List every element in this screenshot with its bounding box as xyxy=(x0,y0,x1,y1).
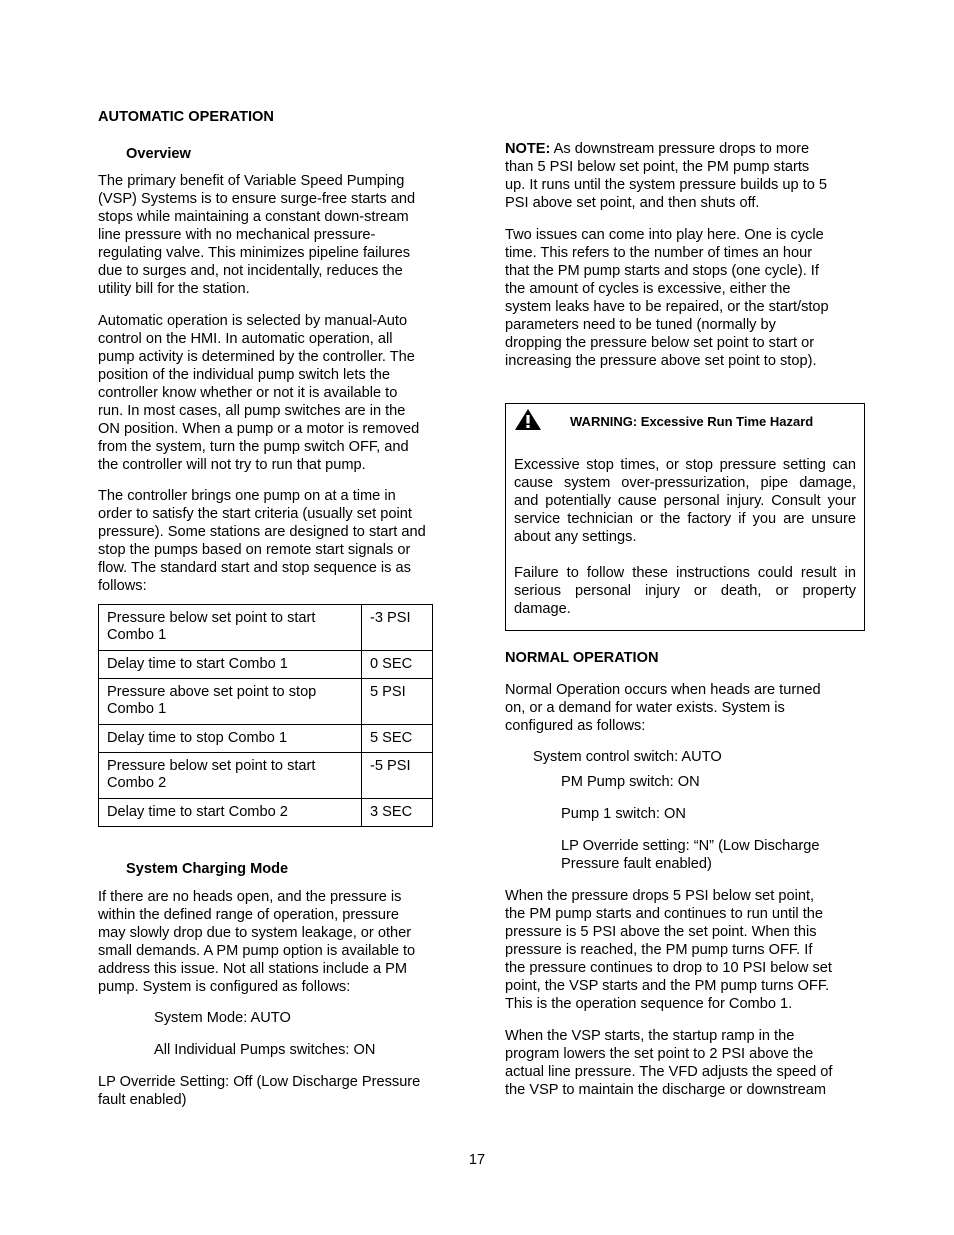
paragraph-pressure-drops: When the pressure drops 5 PSI below set point, the PM pump starts and continues to run until the pressure is 5 PSI above the set point. When this pressure is reached, the PM pump turns OFF. If the pressure continues to drop to 10 PSI below set point, the VSP starts and the PM pump turns OFF. This is the operation sequence for Combo 1. xyxy=(505,888,832,1012)
table-cell-value: 5 PSI xyxy=(362,679,433,725)
paragraph-charging-mode: If there are no heads open, and the pressure is within the defined range of operation, pressure may slowly drop due to system leakage, or other small demands. A PM pump option is available to address this issue. Not all stations include a PM pump. System is configured as follows: xyxy=(98,889,416,995)
table-row xyxy=(99,651,433,679)
config-lp-override-setting: LP Override setting: “N” (Low Discharge Pressure fault enabled) xyxy=(561,838,820,872)
paragraph-two-issues: Two issues can come into play here. One is cycle time. This refers to the number of times an hour that the PM pump starts and stops (one cycle). If the amount of cycles is excessive, either the system leaks have to be repaired, or the start/stop parameters need to be tuned (normally by dropping the pressure below set point to start or increasing the pressure above set point to stop). xyxy=(505,227,829,369)
warning-box xyxy=(505,403,865,631)
paragraph-note xyxy=(505,140,857,212)
paragraph-start-sequence: The controller brings one pump on at a time in order to satisfy the start criteria (usually set point pressure). Some stations are designed to start and stop the pumps based on remote start signals or flow. The standard start and stop sequence is as follows: xyxy=(98,488,426,594)
warning-paragraph-2: Failure to follow these instructions could result in serious personal injury or death, or property damage. xyxy=(514,565,856,617)
table-cell-value: 0 SEC xyxy=(362,651,433,679)
table-cell-label: Pressure below set point to start Combo 2 xyxy=(99,753,362,799)
table-row xyxy=(99,753,433,799)
start-stop-sequence-table xyxy=(98,604,433,827)
subheading-overview: Overview xyxy=(126,146,191,162)
warning-paragraph-1: Excessive stop times, or stop pressure setting can cause system over-pressurization, pipe damage, and potentially cause personal injury. Consult your service technician or the factory if you are unsure about any settings. xyxy=(514,457,856,545)
section-heading-normal-operation: NORMAL OPERATION xyxy=(505,650,659,666)
section-heading-automatic-operation: AUTOMATIC OPERATION xyxy=(98,109,274,125)
table-cell-value: -3 PSI xyxy=(362,605,433,651)
table-row xyxy=(99,679,433,725)
config-all-pumps: All Individual Pumps switches: ON xyxy=(154,1042,376,1058)
note-label: NOTE: xyxy=(505,141,551,157)
config-lp-override: LP Override Setting: Off (Low Discharge Pressure fault enabled) xyxy=(98,1074,421,1108)
config-system-control-switch: System control switch: AUTO xyxy=(533,749,722,765)
table-cell-value: 5 SEC xyxy=(362,725,433,753)
table-row xyxy=(99,799,433,827)
paragraph-automatic-selection: Automatic operation is selected by manual-Auto control on the HMI. In automatic operation, all pump activity is determined by the controller. The position of the individual pump switch lets the controller know whether or not it is available to run. In most cases, all pump switches are in the ON position. When a pump or a motor is removed from the system, turn the pump switch OFF, and the controller will not try to run that pump. xyxy=(98,313,420,473)
table-row xyxy=(99,605,433,651)
table-cell-label: Delay time to start Combo 2 xyxy=(99,799,362,827)
subheading-system-charging-mode: System Charging Mode xyxy=(126,861,289,877)
warning-triangle-icon xyxy=(514,407,542,431)
table-cell-label: Delay time to start Combo 1 xyxy=(99,651,362,679)
page-number: 17 xyxy=(468,1152,486,1168)
table-row xyxy=(99,725,433,753)
table-cell-label: Pressure below set point to start Combo 1 xyxy=(99,605,362,651)
table-cell-value: 3 SEC xyxy=(362,799,433,827)
config-pm-pump-switch: PM Pump switch: ON xyxy=(561,774,700,790)
config-pump1-switch: Pump 1 switch: ON xyxy=(561,806,686,822)
table-cell-value: -5 PSI xyxy=(362,753,433,799)
table-cell-label: Delay time to stop Combo 1 xyxy=(99,725,362,753)
paragraph-vsp-benefit: The primary benefit of Variable Speed Pumping (VSP) Systems is to ensure surge-free starts and stops while maintaining a constant down-stream line pressure with no mechanical pressure- regulating valve. This minimizes pipeline failures due to surges and, not incidentally, reduces the utility bill for the station. xyxy=(98,173,416,297)
table-cell-label: Pressure above set point to stop Combo 1 xyxy=(99,679,362,725)
config-system-mode: System Mode: AUTO xyxy=(154,1010,291,1026)
paragraph-normal-operation: Normal Operation occurs when heads are turned on, or a demand for water exists. System is configured as follows: xyxy=(505,682,821,734)
note-text: As downstream pressure drops to more than 5 PSI below set point, the PM pump starts up. It runs until the system pressure builds up to 5 PSI above set point, and then shuts off. xyxy=(505,141,828,211)
paragraph-vsp-starts: When the VSP starts, the startup ramp in the program lowers the set point to 2 PSI above the actual line pressure. The VFD adjusts the speed of the VSP to maintain the discharge or downstream xyxy=(505,1028,833,1098)
warning-title: WARNING: Excessive Run Time Hazard xyxy=(570,414,814,429)
